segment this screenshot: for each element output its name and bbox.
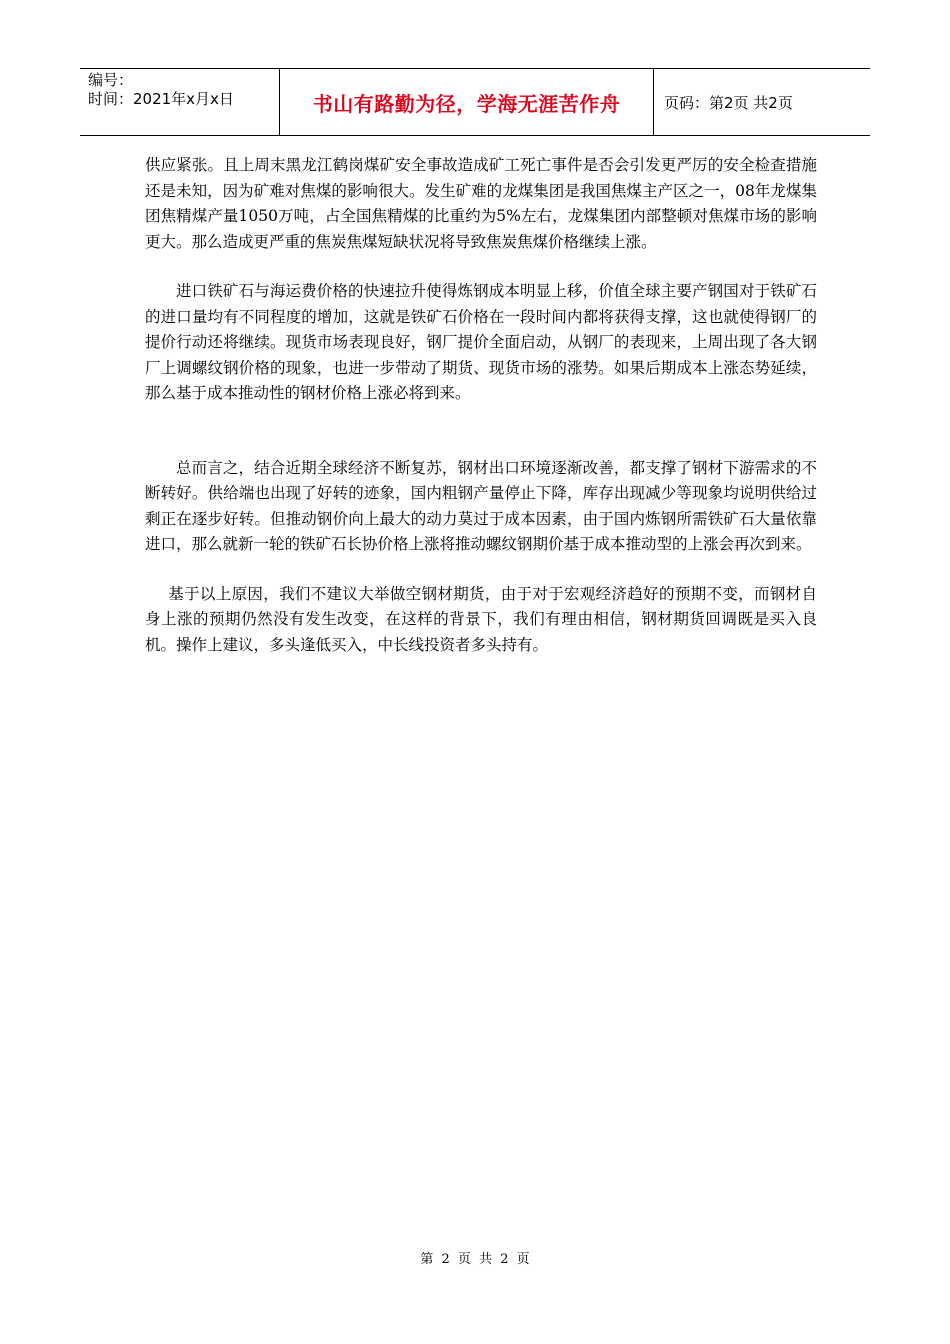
date-label: 时间：2021年x月x日 [88, 90, 234, 108]
paragraph-4: 基于以上原因，我们不建议大举做空钢材期货，由于对于宏观经济趋好的预期不变，而钢材自身上涨的预期仍然没有发生改变，在这样的背景下，我们有理由相信，钢材期货回调既是买入良机。操作上建议，多头逢低买入，中长线投资者多头持有。 [145, 584, 817, 654]
header-meta-cell [80, 69, 280, 135]
paragraph-1: 供应紧张。且上周末黑龙江鹤岗煤矿安全事故造成矿工死亡事件是否会引发更严厉的安全检查措施还是未知，因为矿难对焦煤的影响很大。发生矿难的龙煤集团是我国焦煤主产区之一，08年龙煤集团焦精煤产量1050万吨，占全国焦精煤的比重约为5%左右，龙煤集团内部整顿对焦煤市场的影响更大。那么造成更严重的焦炭焦煤短缺状况将导致焦炭焦煤价格继续上涨。 [145, 156, 817, 251]
page-footer: 第 2 页 共 2 页 [420, 1252, 530, 1267]
header-page-info: 页码：第2页 共2页 [664, 93, 793, 112]
header-motto: 书山有路勤为径，学海无涯苦作舟 [280, 69, 654, 135]
paragraph-3: 总而言之，结合近期全球经济不断复苏，钢材出口环境逐渐改善，都支撑了钢材下游需求的不断转好。供给端也出现了好转的迹象，国内粗钢产量停止下降，库存出现减少等现象均说明供给过剩正在逐步好转。但推动钢价向上最大的动力莫过于成本因素，由于国内炼钢所需铁矿石大量依靠进口，那么就新一轮的铁矿石长协价格上涨将推动螺纹钢期价基于成本推动型的上涨会再次到来。 [145, 458, 817, 553]
document-header [80, 68, 870, 136]
paragraph-2: 进口铁矿石与海运费价格的快速拉升使得炼钢成本明显上移，价值全球主要产钢国对于铁矿石的进口量均有不同程度的增加，这就是铁矿石价格在一段时间内都将获得支撑，这也就使得钢厂的提价行动还将继续。现货市场表现良好，钢厂提价全面启动，从钢厂的表现来，上周出现了各大钢厂上调螺纹钢价格的现象，也进一步带动了期货、现货市场的涨势。如果后期成本上涨态势延续，那么基于成本推动性的钢材价格上涨必将到来。 [145, 282, 817, 402]
document-body [145, 153, 817, 658]
serial-number-label: 编号： [88, 71, 134, 89]
